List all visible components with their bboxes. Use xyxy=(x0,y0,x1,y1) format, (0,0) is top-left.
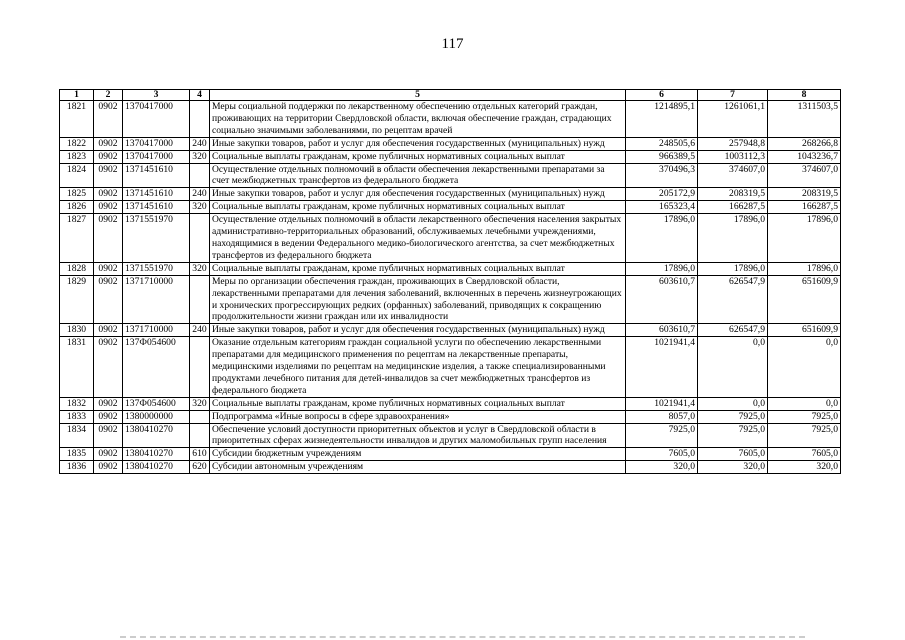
row-number-cell: 1825 xyxy=(60,188,94,201)
description-cell: Оказание отдельным категориям граждан социальной услуги по обеспечению лекарственными препаратами для медицинского применения по рецептам на лекарственные препараты, медицинскими изделиями по рецептам на медицинские изделия, а также специализированными продуктами лечебного питания для детей-инвалидов за счет межбюджетных трансфертов из федерального бюджета xyxy=(210,337,626,398)
amount-year1-cell: 1021941,4 xyxy=(626,397,698,410)
amount-year1-cell: 966389,5 xyxy=(626,150,698,163)
table-row xyxy=(60,410,841,423)
target-article-cell: 1371451610 xyxy=(123,188,190,201)
description-cell: Обеспечение условий доступности приоритетных объектов и услуг в Свердловской области в приоритетных сферах жизнедеятельности инвалидов и других маломобильных групп населения xyxy=(210,423,626,448)
amount-year1-cell: 370496,3 xyxy=(626,163,698,188)
amount-year1-cell: 7925,0 xyxy=(626,423,698,448)
page-number: 117 xyxy=(441,36,464,52)
expense-type-cell: 240 xyxy=(190,324,210,337)
table-row xyxy=(60,461,841,474)
amount-year3-cell: 651609,9 xyxy=(768,324,841,337)
expense-type-cell: 610 xyxy=(190,448,210,461)
amount-year3-cell: 374607,0 xyxy=(768,163,841,188)
table-row xyxy=(60,262,841,275)
table-row xyxy=(60,324,841,337)
amount-year3-cell: 651609,9 xyxy=(768,275,841,324)
description-cell: Меры социальной поддержки по лекарственному обеспечению отдельных категорий граждан, проживающих на территории Свердловской области, включая обеспечение граждан, страдающих социально значимыми заболеваниями, по рецептам врачей xyxy=(210,101,626,138)
description-cell: Меры по организации обеспечения граждан, проживающих в Свердловской области, лекарственными препаратами для лечения заболеваний, включенных в перечень жизнеугрожающих и хронических прогрессирующих редких (орфанных) заболеваний, приводящих к сокращению продолжительности жизни граждан или их инвалидности xyxy=(210,275,626,324)
section-code-cell: 0902 xyxy=(94,448,123,461)
expense-type-cell: 620 xyxy=(190,461,210,474)
expense-type-cell xyxy=(190,423,210,448)
section-code-cell: 0902 xyxy=(94,337,123,398)
row-number-cell: 1830 xyxy=(60,324,94,337)
amount-year3-cell: 320,0 xyxy=(768,461,841,474)
row-number-cell: 1836 xyxy=(60,461,94,474)
amount-year1-cell: 7605,0 xyxy=(626,448,698,461)
amount-year1-cell: 8057,0 xyxy=(626,410,698,423)
amount-year1-cell: 603610,7 xyxy=(626,324,698,337)
target-article-cell: 137Ф054600 xyxy=(123,397,190,410)
table-row xyxy=(60,150,841,163)
amount-year1-cell: 205172,9 xyxy=(626,188,698,201)
target-article-cell: 1371710000 xyxy=(123,275,190,324)
amount-year1-cell: 1214895,1 xyxy=(626,101,698,138)
description-cell: Социальные выплаты гражданам, кроме публичных нормативных социальных выплат xyxy=(210,397,626,410)
column-header-6: 6 xyxy=(626,90,698,101)
section-code-cell: 0902 xyxy=(94,163,123,188)
target-article-cell: 1371551970 xyxy=(123,262,190,275)
amount-year2-cell: 0,0 xyxy=(698,397,768,410)
table-row xyxy=(60,275,841,324)
row-number-cell: 1829 xyxy=(60,275,94,324)
description-cell: Иные закупки товаров, работ и услуг для обеспечения государственных (муниципальных) нужд xyxy=(210,137,626,150)
section-code-cell: 0902 xyxy=(94,324,123,337)
amount-year2-cell: 626547,9 xyxy=(698,324,768,337)
amount-year2-cell: 257948,8 xyxy=(698,137,768,150)
description-cell: Субсидии бюджетным учреждениям xyxy=(210,448,626,461)
table-row xyxy=(60,137,841,150)
row-number-cell: 1827 xyxy=(60,214,94,263)
expense-type-cell xyxy=(190,214,210,263)
table-row xyxy=(60,337,841,398)
section-code-cell: 0902 xyxy=(94,275,123,324)
amount-year2-cell: 166287,5 xyxy=(698,201,768,214)
target-article-cell: 1370417000 xyxy=(123,137,190,150)
amount-year3-cell: 17896,0 xyxy=(768,262,841,275)
amount-year1-cell: 17896,0 xyxy=(626,262,698,275)
section-code-cell: 0902 xyxy=(94,461,123,474)
budget-table xyxy=(59,89,841,474)
table-row xyxy=(60,101,841,138)
expense-type-cell xyxy=(190,410,210,423)
amount-year2-cell: 17896,0 xyxy=(698,214,768,263)
row-number-cell: 1832 xyxy=(60,397,94,410)
column-header-2: 2 xyxy=(94,90,123,101)
target-article-cell: 1371451610 xyxy=(123,163,190,188)
table-row xyxy=(60,448,841,461)
table-header-row xyxy=(60,90,841,101)
row-number-cell: 1828 xyxy=(60,262,94,275)
section-code-cell: 0902 xyxy=(94,423,123,448)
section-code-cell: 0902 xyxy=(94,214,123,263)
description-cell: Осуществление отдельных полномочий в области лекарственного обеспечения населения закрытых административно-территориальных образований, обслуживаемых лечебными учреждениями, находящимися в ведении Федерального медико-биологического агентства, за счет межбюджетных трансфертов из федерального бюджета xyxy=(210,214,626,263)
expense-type-cell: 320 xyxy=(190,397,210,410)
row-number-cell: 1831 xyxy=(60,337,94,398)
amount-year2-cell: 1003112,3 xyxy=(698,150,768,163)
column-header-3: 3 xyxy=(123,90,190,101)
column-header-1: 1 xyxy=(60,90,94,101)
amount-year3-cell: 7605,0 xyxy=(768,448,841,461)
section-code-cell: 0902 xyxy=(94,410,123,423)
target-article-cell: 1380410270 xyxy=(123,423,190,448)
column-header-7: 7 xyxy=(698,90,768,101)
expense-type-cell: 320 xyxy=(190,201,210,214)
amount-year3-cell: 7925,0 xyxy=(768,410,841,423)
row-number-cell: 1822 xyxy=(60,137,94,150)
row-number-cell: 1824 xyxy=(60,163,94,188)
row-number-cell: 1833 xyxy=(60,410,94,423)
target-article-cell: 1370417000 xyxy=(123,101,190,138)
column-header-5: 5 xyxy=(210,90,626,101)
amount-year2-cell: 1261061,1 xyxy=(698,101,768,138)
amount-year3-cell: 1311503,5 xyxy=(768,101,841,138)
amount-year2-cell: 320,0 xyxy=(698,461,768,474)
expense-type-cell xyxy=(190,163,210,188)
section-code-cell: 0902 xyxy=(94,150,123,163)
amount-year2-cell: 208319,5 xyxy=(698,188,768,201)
section-code-cell: 0902 xyxy=(94,188,123,201)
section-code-cell: 0902 xyxy=(94,137,123,150)
expense-type-cell xyxy=(190,275,210,324)
description-cell: Субсидии автономным учреждениям xyxy=(210,461,626,474)
amount-year1-cell: 17896,0 xyxy=(626,214,698,263)
target-article-cell: 1370417000 xyxy=(123,150,190,163)
amount-year1-cell: 1021941,4 xyxy=(626,337,698,398)
amount-year3-cell: 268266,8 xyxy=(768,137,841,150)
expense-type-cell: 320 xyxy=(190,150,210,163)
section-code-cell: 0902 xyxy=(94,262,123,275)
row-number-cell: 1823 xyxy=(60,150,94,163)
amount-year3-cell: 7925,0 xyxy=(768,423,841,448)
description-cell: Иные закупки товаров, работ и услуг для обеспечения государственных (муниципальных) нужд xyxy=(210,188,626,201)
amount-year1-cell: 320,0 xyxy=(626,461,698,474)
target-article-cell: 1380410270 xyxy=(123,461,190,474)
expense-type-cell xyxy=(190,101,210,138)
amount-year3-cell: 0,0 xyxy=(768,337,841,398)
column-header-4: 4 xyxy=(190,90,210,101)
amount-year2-cell: 7925,0 xyxy=(698,410,768,423)
amount-year1-cell: 603610,7 xyxy=(626,275,698,324)
expense-type-cell: 320 xyxy=(190,262,210,275)
target-article-cell: 1380000000 xyxy=(123,410,190,423)
amount-year1-cell: 165323,4 xyxy=(626,201,698,214)
amount-year1-cell: 248505,6 xyxy=(626,137,698,150)
amount-year2-cell: 374607,0 xyxy=(698,163,768,188)
description-cell: Социальные выплаты гражданам, кроме публичных нормативных социальных выплат xyxy=(210,201,626,214)
row-number-cell: 1834 xyxy=(60,423,94,448)
expense-type-cell: 240 xyxy=(190,188,210,201)
amount-year2-cell: 7925,0 xyxy=(698,423,768,448)
amount-year2-cell: 626547,9 xyxy=(698,275,768,324)
target-article-cell: 1371710000 xyxy=(123,324,190,337)
table-row xyxy=(60,188,841,201)
scan-edge-artifact xyxy=(120,633,805,638)
target-article-cell: 137Ф054600 xyxy=(123,337,190,398)
row-number-cell: 1826 xyxy=(60,201,94,214)
amount-year3-cell: 17896,0 xyxy=(768,214,841,263)
target-article-cell: 1371451610 xyxy=(123,201,190,214)
description-cell: Осуществление отдельных полномочий в области обеспечения лекарственными препаратами за счет межбюджетных трансфертов из федерального бюджета xyxy=(210,163,626,188)
section-code-cell: 0902 xyxy=(94,201,123,214)
amount-year2-cell: 7605,0 xyxy=(698,448,768,461)
target-article-cell: 1371551970 xyxy=(123,214,190,263)
column-header-8: 8 xyxy=(768,90,841,101)
table-row xyxy=(60,397,841,410)
amount-year3-cell: 0,0 xyxy=(768,397,841,410)
description-cell: Социальные выплаты гражданам, кроме публичных нормативных социальных выплат xyxy=(210,150,626,163)
amount-year3-cell: 208319,5 xyxy=(768,188,841,201)
row-number-cell: 1835 xyxy=(60,448,94,461)
target-article-cell: 1380410270 xyxy=(123,448,190,461)
table-row xyxy=(60,201,841,214)
table-row xyxy=(60,423,841,448)
description-cell: Подпрограмма «Иные вопросы в сфере здравоохранения» xyxy=(210,410,626,423)
section-code-cell: 0902 xyxy=(94,397,123,410)
table-row xyxy=(60,163,841,188)
table-row xyxy=(60,214,841,263)
section-code-cell: 0902 xyxy=(94,101,123,138)
row-number-cell: 1821 xyxy=(60,101,94,138)
description-cell: Иные закупки товаров, работ и услуг для обеспечения государственных (муниципальных) нужд xyxy=(210,324,626,337)
amount-year2-cell: 0,0 xyxy=(698,337,768,398)
expense-type-cell: 240 xyxy=(190,137,210,150)
amount-year3-cell: 166287,5 xyxy=(768,201,841,214)
amount-year2-cell: 17896,0 xyxy=(698,262,768,275)
table-body xyxy=(60,101,841,474)
amount-year3-cell: 1043236,7 xyxy=(768,150,841,163)
expense-type-cell xyxy=(190,337,210,398)
description-cell: Социальные выплаты гражданам, кроме публичных нормативных социальных выплат xyxy=(210,262,626,275)
